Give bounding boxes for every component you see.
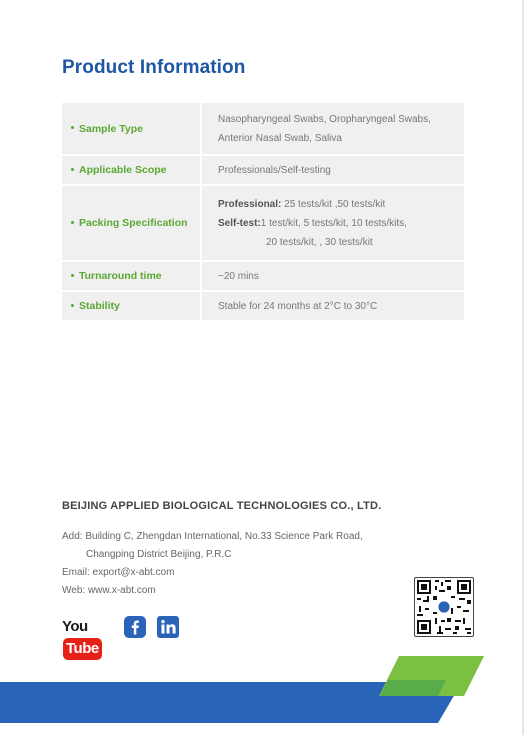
address-line: Add: Building C, Zhengdan International, No.33 Science Park Road, [62,531,363,542]
qr-code [414,577,474,637]
contact-info [62,528,363,600]
product-info-table [62,103,464,322]
row-value: Professional: 25 tests/kit ,50 tests/kit Self-test:1 test/kit, 5 tests/kit, 10 tests/kits, 20 tests/kit, , 30 tests/kit [202,186,464,262]
email-text[interactable]: Email: export@x-abt.com [62,567,175,578]
bullet-icon [71,168,74,171]
row-value: Stable for 24 months at 2°C to 30°C [202,292,464,322]
table-row [62,262,464,292]
qr-code-icon [415,578,473,636]
row-label: Stability [62,292,202,322]
row-value: Professionals/Self-testing [202,156,464,186]
linkedin-icon[interactable] [157,616,179,638]
table-row [62,292,464,322]
row-value: Nasopharyngeal Swabs, Oropharyngeal Swabs, Anterior Nasal Swab, Saliva [202,103,464,156]
row-value: ~20 mins [202,262,464,292]
web-text[interactable]: Web: www.x-abt.com [62,585,156,596]
bullet-icon [71,274,74,277]
bullet-icon [71,221,74,224]
page-title: Product Information [62,57,246,78]
address-line: Changping District Beijing, P.R.C [86,549,232,560]
footer-band [0,650,524,735]
row-label: Sample Type [62,103,202,156]
youtube-logo[interactable]: YouTube [62,616,102,638]
row-label: Applicable Scope [62,156,202,186]
bullet-icon [71,304,74,307]
table-row [62,156,464,186]
facebook-icon[interactable] [124,616,146,638]
company-name: BEIJING APPLIED BIOLOGICAL TECHNOLOGIES CO., LTD. [62,500,382,512]
table-row [62,103,464,156]
row-label: Turnaround time [62,262,202,292]
table-row [62,186,464,262]
bullet-icon [71,126,74,129]
row-label: Packing Specification [62,186,202,262]
